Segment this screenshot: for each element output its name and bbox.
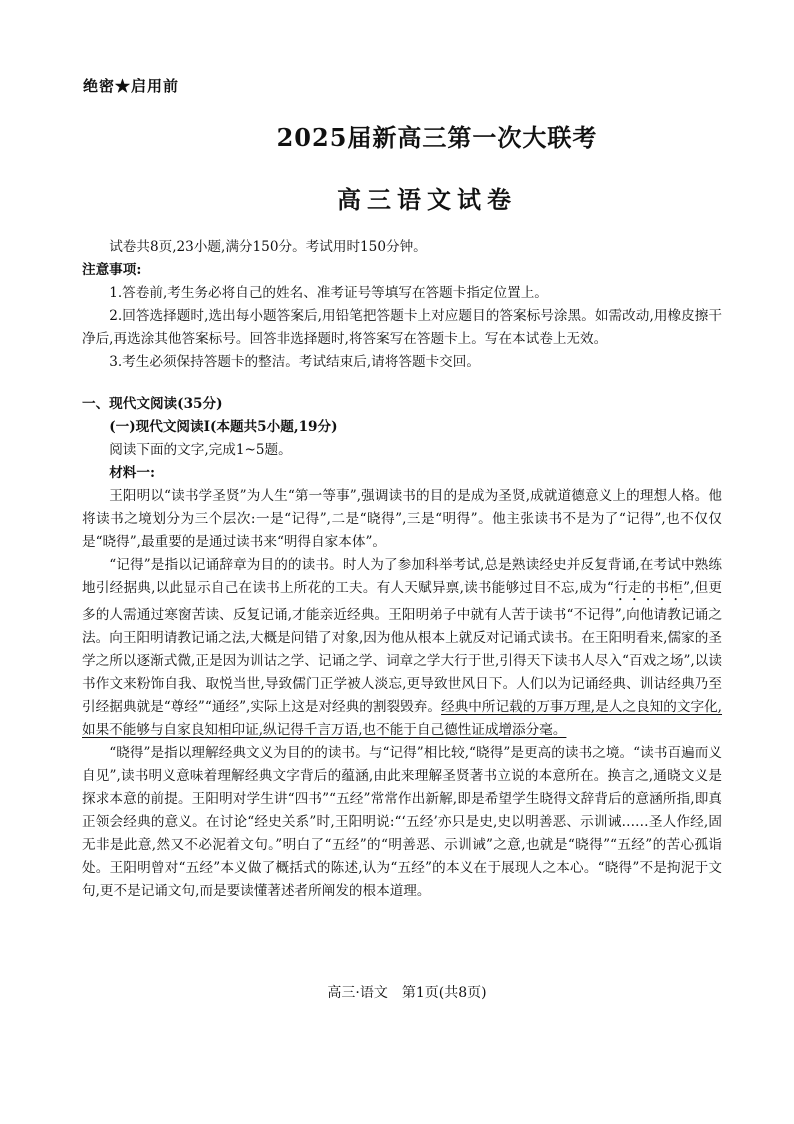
passage-p2-text-a: “记得”是指以记诵辞章为目的的读书。时人为了参加科举考试,总是熟读经史并反复背诵,在考试中熟练地引经据典,以此显示自己在读书上所花的工夫。有人天赋异禀,读书能够过目不忘,成为“ <box>82 557 722 596</box>
material-label: 材料一: <box>109 465 155 481</box>
notice-item-3: 3.考生必须保持答题卡的整洁。考试结束后,请将答题卡交回。 <box>109 354 480 370</box>
sub-section-heading: (一)现代文阅读Ⅰ(本题共5小题,19分) <box>109 419 338 435</box>
secret-label: 绝密★启用前 <box>83 77 180 95</box>
emphasized-phrase: 行走的书柜 <box>613 580 684 596</box>
exam-summary: 试卷共8页,23小题,满分150分。考试用时150分钟。 <box>109 239 427 255</box>
reading-instruction: 阅读下面的文字,完成1~5题。 <box>109 442 292 458</box>
paper-title: 高三语文试卷 <box>337 185 517 214</box>
passage-p2-text-b: ”,但更多的人需通过寒窗苦读、反复记诵,才能亲近经典。王阳明弟子中就有人苦于读书“不记得”,向他请教记诵之法。向王阳明请教记诵之法,大概是问错了对象,因为他从根本上就反对记诵式读书。在王阳明看来,儒家的圣学之所以逐渐式微,正是因为训诂之学、记诵之学、词章之学大行于世,引得天下读书人尽入“百戏之场”,以读书作文来粉饰自我、取悦当世,导致儒门正学被人淡忘,更导致世风日下。人们以为记诵经典、训诂经典乃至引经据典就是“尊经”“通经”,实际上这是对经典的割裂毁弃。 <box>82 580 722 715</box>
page-footer: 高三·语文 第1页(共8页) <box>327 985 487 1001</box>
notice-item-1: 1.答卷前,考生务必将自己的姓名、准考证号等填写在答题卡指定位置上。 <box>109 285 548 301</box>
exam-body <box>82 236 722 903</box>
passage-paragraph-1: 王阳明以“读书学圣贤”为人生“第一等事”,强调读书的目的是成为圣贤,成就道德意义上的理想人格。他将读书之境划分为三个层次:一是“记得”,二是“晓得”,三是“明得”。他主张读书不是为了“记得”,也不仅仅是“晓得”,最重要的是通过读书来“明得自家本体”。 <box>82 488 722 550</box>
passage-paragraph-3: “晓得”是指以理解经典文义为目的的读书。与“记得”相比较,“晓得”是更高的读书之境。“读书百遍而义自见”,读书明义意味着理解经典文字背后的蕴涵,由此来理解圣贤著书立说的本意所在。换言之,通晓文义是探求本意的前提。王阳明对学生讲“四书”“五经”常常作出新解,即是希望学生晓得文辞背后的意涵所指,即真正领会经典的意义。在讨论“经史关系”时,王阳明说:“‘五经’亦只是史,史以明善恶、示训诫……圣人作经,固无非是此意,然又不必泥着文句。”明白了“五经”的“明善恶、示训诫”之意,也就是“晓得”“五经”的苦心孤诣处。王阳明曾对“五经”本义做了概括式的陈述,认为“五经”的本义在于展现人之本心。“晓得”不是拘泥于文句,更不是记诵文句,而是要读懂著述者所阐发的根本道理。 <box>82 745 722 899</box>
section-heading: 一、现代文阅读(35分) <box>82 396 223 412</box>
underlined-sentence: 经典中所记载的万事万理,是人之良知的文字化,如果不能够与自家良知相印证,纵记得千言万语,也不能于自己德性证成增添分毫。 <box>82 699 723 738</box>
section-gap <box>82 374 722 393</box>
notice-item-2: 2.回答选择题时,选出每小题答案后,用铅笔把答题卡上对应题目的答案标号涂黑。如需改动,用橡皮擦干净后,再选涂其他答案标号。回答非选择题时,将答案写在答题卡上。写在本试卷上无效。 <box>82 308 722 347</box>
passage-paragraph-2 <box>82 554 722 742</box>
notice-heading: 注意事项: <box>82 262 142 278</box>
exam-title: 2025届新高三第一次大联考 <box>276 123 598 152</box>
